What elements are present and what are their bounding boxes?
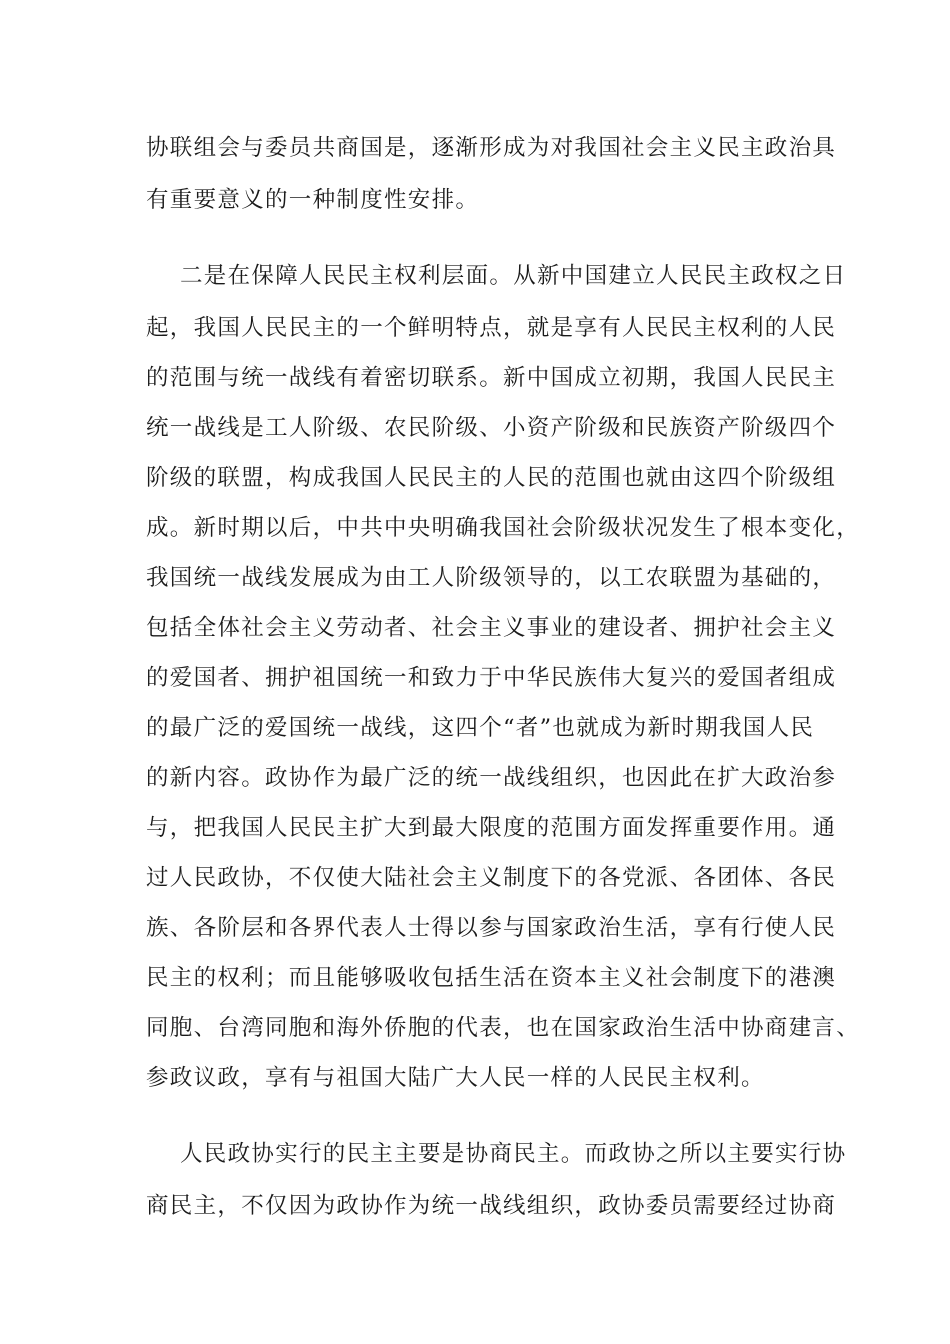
paragraph-2-line-17: 参政议政，享有与祖国大陆广大人民一样的人民民主权利。: [146, 1065, 765, 1091]
paragraph-2-line-10: 的最广泛的爱国统一战线，这四个“者”也就成为新时期我国人民: [146, 715, 815, 741]
paragraph-2-line-8: 包括全体社会主义劳动者、社会主义事业的建设者、拥护社会主义: [146, 615, 837, 641]
paragraph-2-line-2: 起，我国人民民主的一个鲜明特点，就是享有人民民主权利的人民: [146, 315, 837, 341]
paragraph-2-line-13: 过人民政协，不仅使大陆社会主义制度下的各党派、各团体、各民: [146, 865, 837, 891]
paragraph-2-line-7: 我国统一战线发展成为由工人阶级领导的，以工农联盟为基础的，: [146, 565, 837, 591]
paragraph-2-line-12: 与，把我国人民民主扩大到最大限度的范围方面发挥重要作用。通: [146, 815, 837, 841]
paragraph-3-line-1: 人民政协实行的民主主要是协商民主。而政协之所以主要实行协: [180, 1141, 847, 1167]
paragraph-2-line-14: 族、各阶层和各界代表人士得以参与国家政治生活，享有行使人民: [146, 915, 837, 941]
paragraph-2-line-15: 民主的权利；而且能够吸收包括生活在资本主义社会制度下的港澳: [146, 965, 837, 991]
paragraph-2-line-5: 阶级的联盟，构成我国人民民主的人民的范围也就由这四个阶级组: [146, 465, 837, 491]
paragraph-2-line-9: 的爱国者、拥护祖国统一和致力于中华民族伟大复兴的爱国者组成: [146, 665, 837, 691]
paragraph-2-line-3: 的范围与统一战线有着密切联系。新中国成立初期，我国人民民主: [146, 365, 837, 391]
paragraph-2-line-4: 统一战线是工人阶级、农民阶级、小资产阶级和民族资产阶级四个: [146, 415, 837, 441]
paragraph-3-line-2: 商民主，不仅因为政协作为统一战线组织，政协委员需要经过协商: [146, 1193, 837, 1219]
paragraph-2-line-11: 的新内容。政协作为最广泛的统一战线组织，也因此在扩大政治参: [146, 765, 837, 791]
paragraph-2-line-1: 二是在保障人民民主权利层面。从新中国建立人民民主政权之日: [180, 263, 847, 289]
paragraph-1-line-2: 有重要意义的一种制度性安排。: [146, 187, 480, 213]
paragraph-1-line-1: 协联组会与委员共商国是，逐渐形成为对我国社会主义民主政治具: [146, 135, 837, 161]
paragraph-2-line-6: 成。新时期以后，中共中央明确我国社会阶级状况发生了根本变化，: [146, 515, 861, 541]
paragraph-2-line-16: 同胞、台湾同胞和海外侨胞的代表，也在国家政治生活中协商建言、: [146, 1015, 861, 1041]
